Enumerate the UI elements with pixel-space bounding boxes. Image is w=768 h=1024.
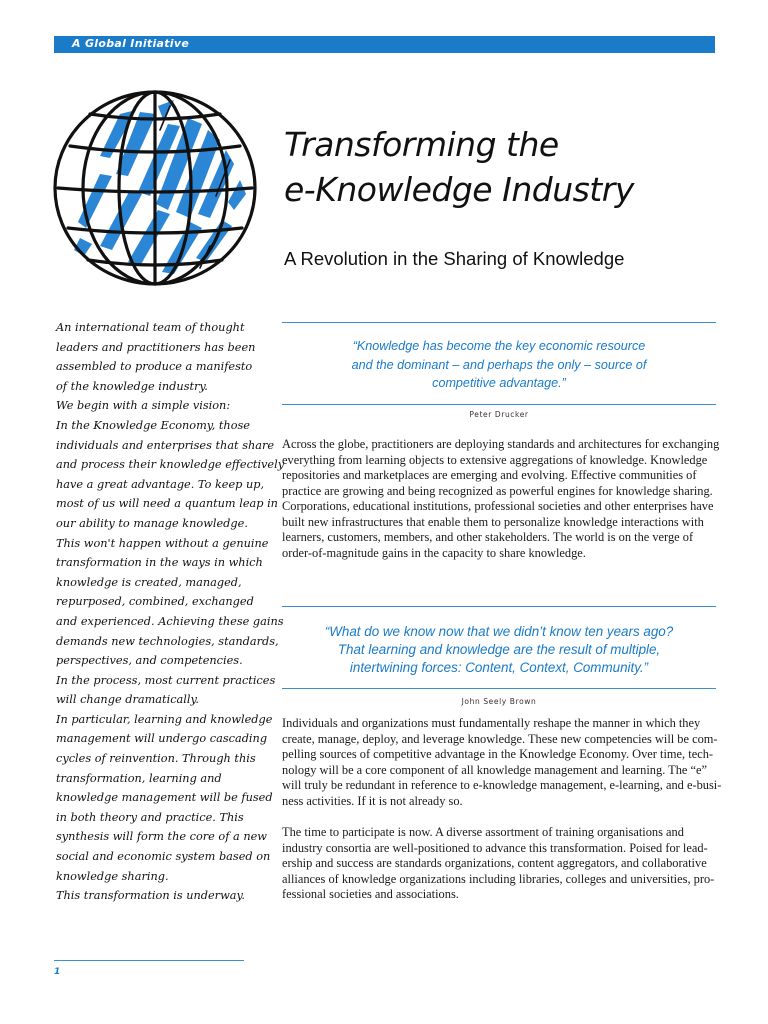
quote-divider-top (282, 606, 716, 607)
paragraph-line: industry consortia are well-positioned to advance this transformation. Poised for lead- (282, 840, 708, 855)
paragraph-line: pelling sources of competitive advantage in the Knowledge Economy. Over time, tech- (282, 747, 714, 761)
sidebar-line: knowledge is created, managed, (56, 575, 242, 589)
sidebar-line: and experienced. Achieving these gains (56, 614, 284, 628)
paragraph-line: Individuals and organizations must fundamentally reshape the manner in which they (282, 716, 701, 730)
globe-icon (40, 78, 270, 296)
quote-divider-top (282, 322, 716, 323)
sidebar-line: In the process, most current practices (56, 673, 276, 687)
header-banner (54, 36, 715, 53)
sidebar-line: most of us will need a quantum leap in (56, 497, 278, 511)
sidebar-intro (56, 318, 285, 906)
banner-text: A Global Initiative (72, 37, 190, 50)
sidebar-line: social and economic system based on (56, 850, 271, 864)
paragraph-line: The time to participate is now. A diverse assortment of training organisations and (282, 825, 684, 839)
sidebar-line: synthesis will form the core of a new (56, 830, 267, 844)
sidebar-line: have a great advantage. To keep up, (56, 477, 265, 491)
footer-divider (54, 960, 244, 961)
sidebar-line: In the Knowledge Economy, those (56, 418, 250, 432)
title-line-1: Transforming the (284, 125, 559, 164)
quote-divider-bottom (282, 404, 716, 405)
pull-quote-brown (282, 623, 716, 677)
quote-author: John Seely Brown (461, 697, 537, 706)
paragraph-line: learners, customers, members, and other stakeholders. The world is on the verge of (282, 530, 694, 544)
sidebar-line: This transformation is underway. (56, 889, 245, 903)
sidebar-line: of the knowledge industry. (56, 379, 208, 393)
sidebar-line: knowledge management will be fused (56, 791, 273, 805)
paragraph-line: nology will be a core component of all knowledge management and learning. The “e” (282, 762, 708, 777)
quote-line: “What do we know now that we didn’t know ten years ago? (324, 624, 674, 639)
quote-author: Peter Drucker (469, 410, 529, 419)
paragraph-line: create, manage, deploy, and leverage knowledge. These new competencies will be com- (282, 731, 718, 746)
sidebar-line: An international team of thought (56, 321, 245, 334)
sidebar-line: cycles of reinvention. Through this (56, 752, 256, 766)
sidebar-line: and process their knowledge effectively (56, 458, 285, 472)
sidebar-line: This won't happen without a genuine (56, 536, 269, 550)
page-number: 1 (54, 967, 61, 977)
body-paragraph-2 (282, 716, 722, 809)
sidebar-line: perspectives, and competencies. (56, 654, 243, 668)
paragraph-line: will truly be redundant in reference to e-knowledge management, e-learning, and e-busi- (282, 778, 722, 792)
paragraph-line: built new infrastructures that enable them to personalize knowledge interactions with (282, 514, 704, 529)
body-paragraph-3 (282, 825, 716, 903)
paragraph-line: practice are growing and being recognized as powerful engines for knowledge sharing. (282, 483, 713, 498)
paragraph-line: Corporations, educational institutions, professional societies and other enterprises have (282, 499, 714, 513)
quote-line: intertwining forces: Content, Context, Community.” (349, 660, 649, 675)
quote-divider-bottom (282, 688, 716, 689)
quote-line: competitive advantage.” (432, 376, 566, 390)
quote-line: “Knowledge has become the key economic resource (352, 339, 646, 353)
sidebar-line: We begin with a simple vision: (56, 399, 231, 413)
sidebar-line: individuals and enterprises that share (56, 438, 275, 452)
quote-line: and the dominant – and perhaps the only – source of (351, 357, 647, 372)
sidebar-line: leaders and practitioners has been (56, 340, 256, 354)
title-line-2: e-Knowledge Industry (284, 170, 634, 209)
paragraph-line: repositories and marketplaces are emerging and evolving. Effective communities of (282, 468, 697, 482)
sidebar-line: knowledge sharing. (56, 869, 169, 883)
sidebar-line: repurposed, combined, exchanged (56, 595, 254, 609)
paragraph-line: Across the globe, practitioners are deploying standards and architectures for exchanging (282, 437, 720, 451)
paragraph-line: alliances of knowledge organizations including libraries, colleges and universities, pro- (282, 871, 715, 886)
paragraph-line: ership and success are standards organizations, content aggregators, and collaborative (282, 856, 707, 870)
sidebar-line: transformation, learning and (56, 771, 222, 785)
body-paragraph-1 (282, 437, 720, 561)
page-title (284, 122, 724, 212)
quote-line: That learning and knowledge are the result of multiple, (337, 642, 661, 657)
sidebar-line: assembled to produce a manifesto (56, 360, 253, 374)
paragraph-line: order-of-magnitude gains in the capacity to share knowledge. (282, 545, 586, 560)
sidebar-line: management will undergo cascading (56, 732, 268, 746)
sidebar-line: in both theory and practice. This (56, 810, 244, 824)
paragraph-line: ness activities. If it is not already so. (282, 793, 463, 808)
paragraph-line: everything from learning objects to extensive aggregations of knowledge. Knowledge (282, 452, 708, 467)
sidebar-line: demands new technologies, standards, (56, 634, 279, 648)
paragraph-line: fessional societies and associations. (282, 887, 459, 901)
sidebar-line: In particular, learning and knowledge (56, 712, 273, 726)
sidebar-line: will change dramatically. (56, 693, 199, 707)
sidebar-line: transformation in the ways in which (56, 556, 263, 570)
sidebar-line: our ability to manage knowledge. (56, 516, 248, 530)
pull-quote-drucker (282, 337, 716, 393)
page-subtitle: A Revolution in the Sharing of Knowledge (284, 248, 625, 269)
